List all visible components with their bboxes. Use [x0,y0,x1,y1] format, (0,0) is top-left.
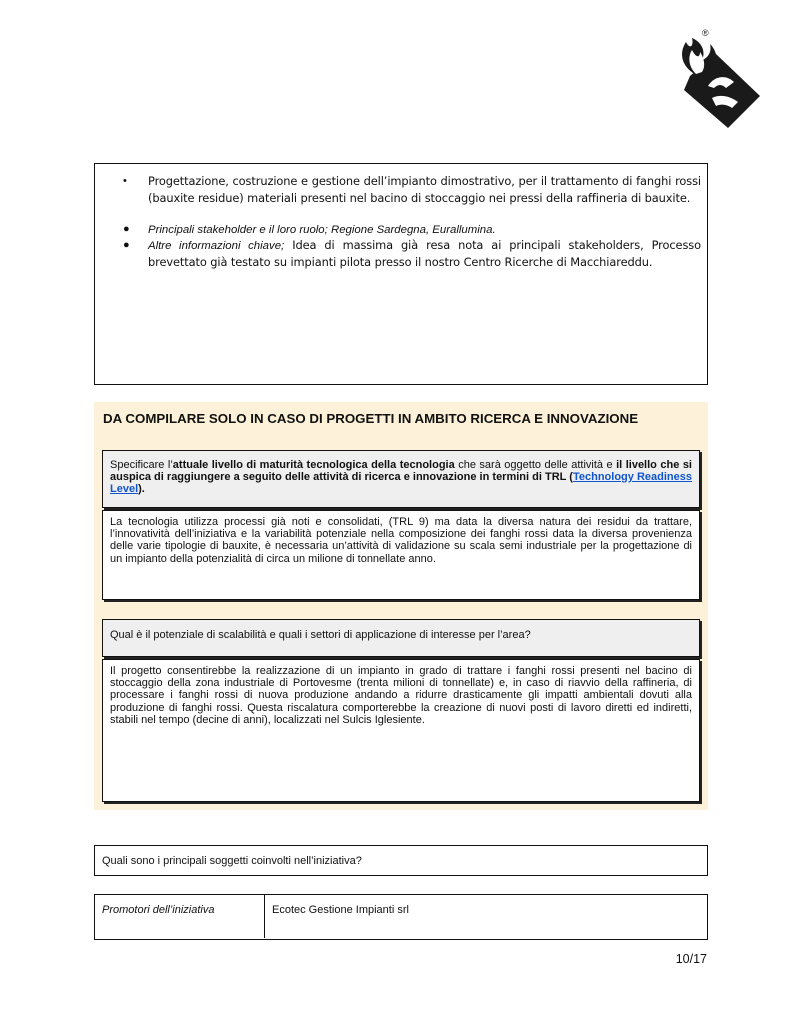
trl-answer-cell: La tecnologia utilizza processi già noti e consolidati, (TRL 9) ma data la diversa natura dei residui da trattare, l’innovatività dell’iniziativa e la variabilità potenziale nella composizione dei fanghi rossi data la diversa provenienza delle varie tipologie di bauxite, è necessaria un’attività di validazione su scala semi industriale per la progettazione di un impianto della potenzialità di circa un milione di tonnellate anno. [102,510,700,600]
section-title: DA COMPILARE SOLO IN CASO DI PROGETTI IN AMBITO RICERCA E INNOVAZIONE [103,411,639,426]
bullet-item: ● Altre informazioni chiave; Idea di massima già resa nota ai principali stakeholders, Processo brevettato già testato su impianti pilota presso il nostro Centro Ricerche di Macchiareddu. [123,238,701,269]
promoters-label-cell: Promotori dell’iniziativa [95,895,265,938]
ecotec-logo [668,24,764,134]
project-description-box [94,163,708,385]
scalability-question-cell: Qual è il potenziale di scalabilità e quali i settori di applicazione di interesse per l’area? [102,619,700,657]
bullet-item: • Progettazione, costruzione e gestione dell’impianto dimostrativo, per il trattamento di fanghi rossi (bauxite residue) materiali presenti nel bacino di stoccaggio nei pressi della raffineria di bauxite. [123,174,701,205]
registered-mark: ® [702,28,709,38]
promoters-value-cell: Ecotec Gestione Impianti srl [272,904,409,916]
page-number: 10/17 [675,952,707,966]
bullet-item: ● Principali stakeholder e il loro ruolo; Regione Sardegna, Eurallumina. [123,223,496,236]
trl-question-cell: Specificare l’attuale livello di maturità tecnologica della tecnologia che sarà oggetto delle attività e il livello che si auspica di raggiungere a seguito delle attività di ricerca e innovazione in termini di TRL (Technology Readiness Level). [102,450,700,508]
promoters-row [94,894,708,940]
subjects-question-row: Quali sono i principali soggetti coinvolti nell’iniziativa? [94,845,708,876]
scalability-answer-cell: Il progetto consentirebbe la realizzazione di un impianto in grado di trattare i fanghi rossi presenti nel bacino di stoccaggio della zona industriale di Portovesme (trenta milioni di tonnellate) e, in caso di riavvio della raffineria, di processare i fanghi rossi di nuova produzione andando a ridurre drasticamente gli impatti ambientali dovuti alla produzione di fanghi rossi. Questa riscalatura comporterebbe la creazione di nuovi posti di lavoro diretti ed indiretti, stabili nel tempo (decine di anni), localizzati nel Sulcis Iglesiente. [102,659,700,802]
trl-link[interactable]: Technology Readiness Level [110,471,692,496]
